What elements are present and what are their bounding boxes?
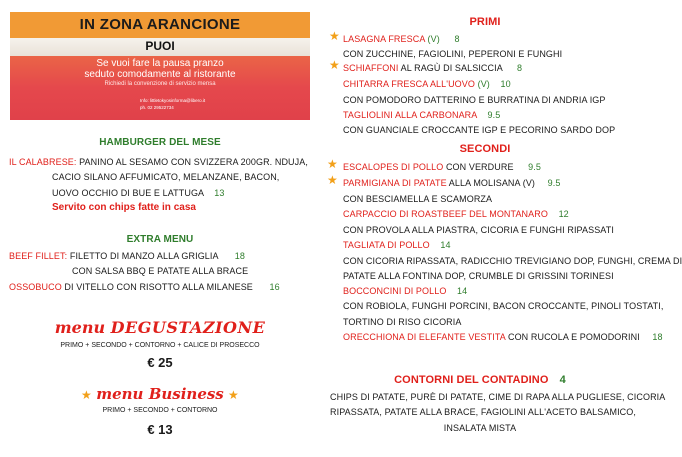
primi-item-1 (343, 34, 460, 44)
primi-item-3 (343, 79, 511, 89)
hamburger-heading: HAMBURGER DEL MESE (99, 137, 221, 148)
extra-item-2-desc: DI VITELLO CON RISOTTO ALLA MILANESE (64, 282, 253, 292)
secondi-item-3-price: 12 (558, 209, 569, 219)
secondi-item-1 (343, 162, 541, 172)
secondi-item-1-name: ESCALOPES DI POLLO (343, 162, 444, 172)
degustazione-title-a: menu (54, 318, 106, 337)
primi-item-4-name: TAGLIOLINI ALLA CARBONARA (343, 110, 477, 120)
banner-title: IN ZONA ARANCIONE (79, 16, 241, 33)
banner-puoi: PUOI (145, 39, 175, 53)
degustazione-title (0, 318, 320, 337)
extra-item-1-name: BEEF FILLET: (9, 251, 68, 261)
primi-item-3-tag: (V) (477, 79, 490, 89)
degustazione-price: € 25 (147, 355, 173, 370)
star-icon: ★ (329, 29, 340, 43)
secondi-item-4-name: TAGLIATA DI POLLO (343, 240, 430, 250)
banner-info-email: Info: littletokyosinforma@libero.it (140, 98, 206, 103)
secondi-item-1-price: 9.5 (528, 162, 541, 172)
business-title-a: menu (96, 385, 144, 403)
secondi-item-4 (343, 240, 451, 250)
primi-heading: PRIMI (469, 16, 501, 28)
banner-line-2: seduto comodamente al ristorante (84, 69, 236, 80)
secondi-item-6-price: 18 (652, 332, 663, 342)
primi-item-3-desc: CON POMODORO DATTERINO E BURRATINA DI ANDRIA IGP (343, 95, 606, 105)
contorni-desc-3: INSALATA MISTA (443, 423, 517, 433)
primi-item-3-name: CHITARRA FRESCA ALL'UOVO (343, 79, 475, 89)
banner-line-3: Richiedi la convenzione di servizio mensa (104, 81, 216, 87)
hamburger-line-1 (9, 157, 308, 167)
degustazione-desc: PRIMO + SECONDO + CONTORNO + CALICE DI PROSECCO (60, 342, 260, 349)
contorni-price: 4 (559, 374, 566, 386)
secondi-item-2-price: 9.5 (547, 178, 561, 188)
hamburger-desc-2: CACIO SILANO AFFUMICATO, MELANZANE, BACON, (52, 172, 280, 182)
extra-item-1 (9, 251, 245, 261)
star-icon: ★ (327, 173, 338, 187)
business-title-b: Business (148, 385, 224, 403)
business-price: € 13 (147, 422, 173, 437)
secondi-item-5-name: BOCCONCINI DI POLLO (343, 286, 447, 296)
hamburger-desc-3: UOVO OCCHIO DI BUE E LATTUGA (52, 188, 204, 198)
star-icon: ★ (327, 157, 338, 171)
hamburger-name: IL CALABRESE: (9, 157, 77, 167)
secondi-item-6-rest: CON RUCOLA E POMODORINI (507, 332, 640, 342)
primi-item-1-tag: (V) (427, 34, 440, 44)
business-desc: PRIMO + SECONDO + CONTORNO (102, 407, 218, 414)
primi-item-1-price: 8 (454, 34, 460, 44)
primi-item-4-desc: CON GUANCIALE CROCCANTE IGP E PECORINO SARDO DOP (343, 125, 616, 135)
secondi-item-2 (343, 178, 560, 188)
primi-item-2 (343, 63, 522, 73)
secondi-item-1-rest: CON VERDURE (445, 162, 514, 172)
primi-item-4 (343, 110, 500, 120)
extra-item-1-desc: FILETTO DI MANZO ALLA GRIGLIA (69, 251, 219, 261)
extra-item-1-price: 18 (234, 251, 245, 261)
primi-item-4-price: 9.5 (487, 110, 501, 120)
contorni-heading-line (330, 374, 630, 386)
degustazione-title-b: DEGUSTAZIONE (110, 318, 266, 337)
secondi-item-2-name: PARMIGIANA DI PATATE (343, 178, 447, 188)
promo-banner (10, 12, 310, 120)
secondi-item-5-price: 14 (457, 286, 468, 296)
secondi-heading: SECONDI (459, 143, 511, 155)
primi-item-3-price: 10 (500, 79, 511, 89)
contorni-desc-1: CHIPS DI PATATE, PURÈ DI PATATE, CIME DI RAPA ALLA PUGLIESE, CICORIA (330, 392, 666, 402)
hamburger-price: 13 (214, 188, 225, 198)
hamburger-note: Servito con chips fatte in casa (52, 202, 196, 213)
secondi-item-5-desc-1: CON ROBIOLA, FUNGHI PORCINI, BACON CROCCANTE, PINOLI TOSTATI, (343, 301, 664, 311)
secondi-item-4-price: 14 (440, 240, 451, 250)
hamburger-desc-1: PANINO AL SESAMO CON SVIZZERA 200GR. NDUJA, (79, 157, 308, 167)
secondi-item-3 (343, 209, 569, 219)
secondi-item-3-desc: CON PROVOLA ALLA PIASTRA, CICORIA E FUNGHI RIPASSATI (343, 225, 614, 235)
star-icon: ★ (329, 58, 340, 72)
primi-item-2-price: 8 (516, 63, 523, 73)
secondi-item-4-desc-1: CON CICORIA RIPASSATA, RADICCHIO TREVIGIANO DOP, FUNGHI, CREMA DI (343, 256, 682, 266)
secondi-item-5 (343, 286, 467, 296)
extra-heading: EXTRA MENU (126, 234, 194, 245)
primi-item-1-desc: CON ZUCCHINE, FAGIOLINI, PEPERONI E FUNGHI (343, 49, 563, 59)
secondi-item-5-desc-2: TORTINO DI RISO CICORIA (343, 317, 462, 327)
contorni-heading: CONTORNI DEL CONTADINO (394, 374, 549, 386)
contorni-desc-2: RIPASSATA, PATATE ALLA BRACE, FAGIOLINI ALL'ACETO BALSAMICO, (330, 407, 636, 417)
extra-item-1-desc-2: CON SALSA BBQ E PATATE ALLA BRACE (72, 266, 249, 276)
banner-line-1: Se vuoi fare la pausa pranzo (96, 58, 224, 69)
secondi-item-6-name: ORECCHIONA DI ELEFANTE VESTITA (343, 332, 506, 342)
extra-item-2-price: 16 (269, 282, 280, 292)
primi-item-1-name: LASAGNA FRESCA (343, 34, 425, 44)
hamburger-line-3 (52, 188, 224, 198)
star-icon: ★ (228, 388, 239, 402)
secondi-item-3-name: CARPACCIO DI ROASTBEEF DEL MONTANARO (343, 209, 548, 219)
star-icon: ★ (81, 388, 92, 402)
primi-item-2-name: SCHIAFFONI (343, 63, 399, 73)
banner-info-phone: ph. 02 29522734 (140, 105, 174, 110)
secondi-item-2-desc: CON BESCIAMELLA E SCAMORZA (343, 194, 493, 204)
secondi-item-4-desc-2: PATATE ALLA FONTINA DOP, CRUMBLE DI GRISSINI TORINESI (343, 271, 614, 281)
secondi-item-2-rest: ALLA MOLISANA (V) (448, 178, 536, 188)
business-title (0, 385, 320, 403)
secondi-item-6 (343, 332, 663, 342)
extra-item-2 (9, 282, 280, 292)
extra-item-2-name: OSSOBUCO (9, 282, 62, 292)
primi-item-2-rest: AL RAGÙ DI SALSICCIA (400, 63, 503, 73)
